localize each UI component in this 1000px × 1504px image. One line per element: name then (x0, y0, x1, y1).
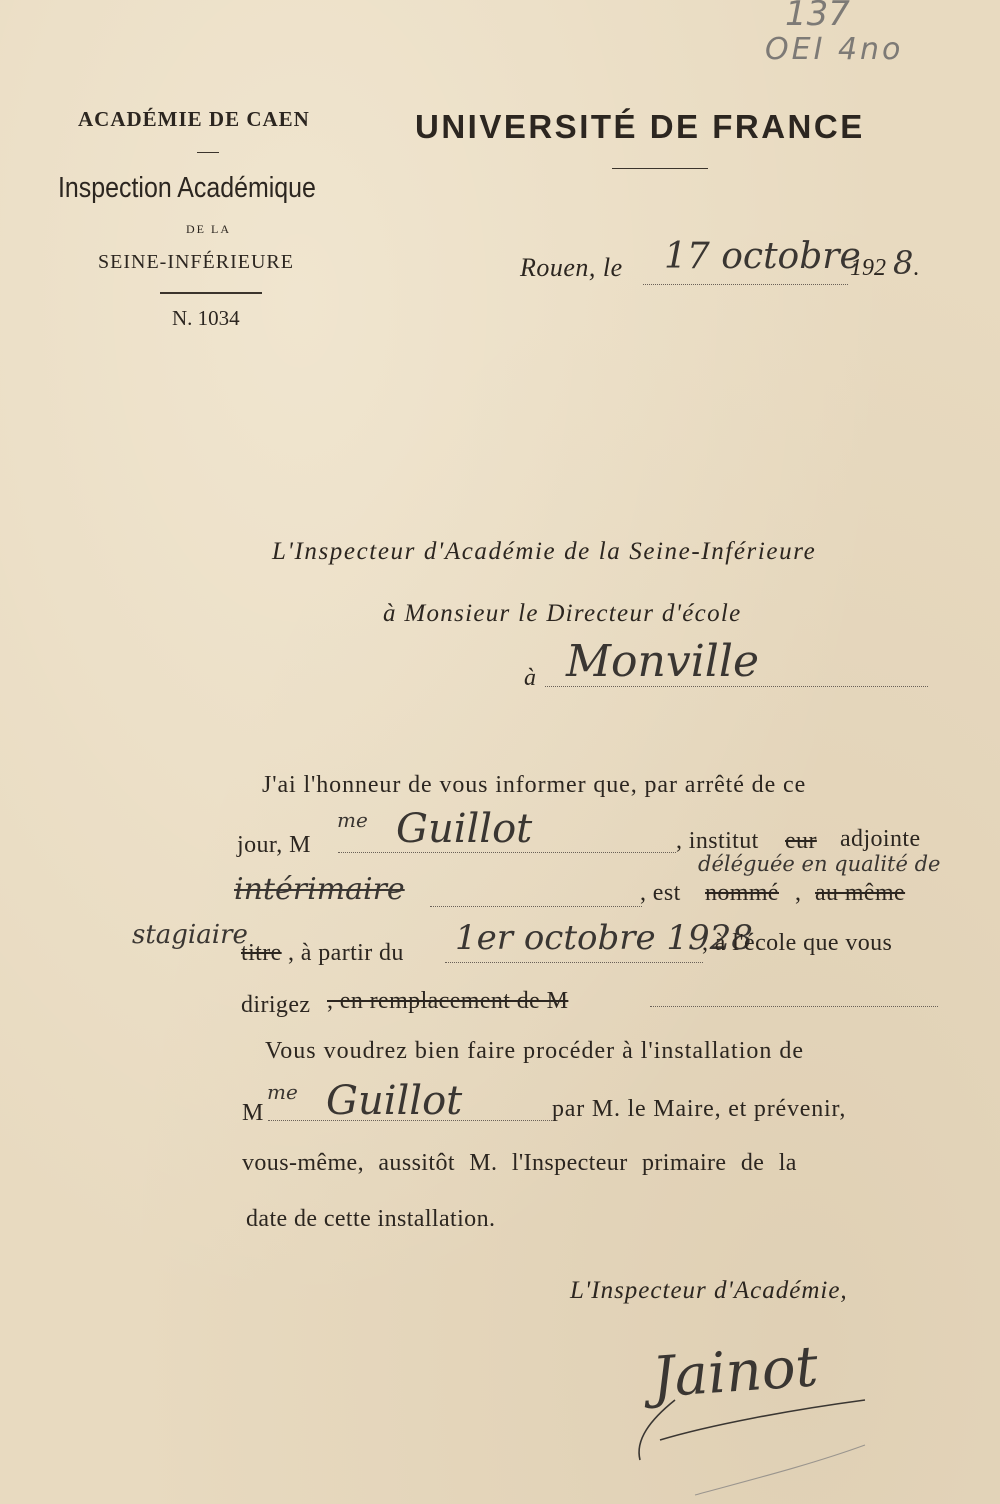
body-institut: , institut (676, 828, 759, 854)
header-inspection: Inspection Académique (58, 172, 316, 204)
date-year-handwritten: 8 (893, 244, 914, 282)
town-prefix: à (524, 665, 536, 691)
body-jour: jour, M (237, 832, 311, 858)
pencil-annotation-number: 137 (785, 0, 850, 34)
interimaire-dotted-line (430, 906, 642, 907)
header-numero: N. 1034 (172, 306, 240, 330)
body-interimaire-handwritten: intérimaire (234, 872, 405, 907)
body-start-date-handwritten: 1er octobre 1928 (455, 918, 753, 958)
remplacement-dotted-line (650, 1006, 938, 1007)
body-nomme-struck: nommé (705, 880, 779, 906)
body-ecole: , à l'école que vous (702, 930, 893, 956)
date-handwritten: 17 octobre (664, 236, 861, 277)
header-rule (160, 292, 262, 294)
body-name-1: Guillot (396, 806, 533, 852)
body-est: , est (640, 880, 681, 906)
body-par-maire: par M. le Maire, et prévenir, (552, 1096, 847, 1122)
date-dotted-line (643, 284, 848, 285)
universite-rule (612, 168, 708, 169)
date-year-printed: 192 (850, 255, 886, 281)
body-au-meme-struck: au même (815, 880, 906, 906)
date-period: . (913, 255, 919, 281)
header-universite: UNIVERSITÉ DE FRANCE (415, 108, 865, 145)
header-departement: SEINE-INFÉRIEURE (98, 251, 294, 273)
header-de-la: DE LA (186, 222, 231, 236)
body-p2-line-1: Vous voudrez bien faire procéder à l'installation de (265, 1038, 805, 1064)
body-name-2: Guillot (326, 1078, 463, 1124)
body-remplacement-struck: , en remplacement de M (327, 988, 569, 1014)
body-sup-me-1: me (337, 808, 368, 832)
body-titre-struck: titre (241, 940, 282, 966)
body-p2-m: M (242, 1100, 264, 1126)
body-p2-line-4: date de cette installation. (246, 1206, 496, 1232)
body-comma: , (795, 880, 802, 906)
body-p2-line-3: vous-même, aussitôt M. l'Inspecteur primaire de la (242, 1150, 797, 1176)
header-dash (197, 152, 219, 153)
body-adjointe: adjointe (840, 826, 921, 852)
recipient-line: à Monsieur le Directeur d'école (383, 600, 742, 627)
start-date-dotted-line (445, 962, 703, 963)
pencil-annotation-code: OEI 4no (765, 32, 904, 67)
body-stagiaire-handwritten: stagiaire (132, 920, 248, 950)
sender-line: L'Inspecteur d'Académie de la Seine-Inférieure (272, 538, 817, 565)
body-eur-struck: eur (785, 828, 817, 854)
body-dirigez: dirigez (241, 992, 311, 1018)
town-handwritten: Monville (566, 636, 759, 687)
name1-dotted-line (338, 852, 676, 853)
body-sup-me-2: me (267, 1080, 298, 1104)
body-line-1: J'ai l'honneur de vous informer que, par arrêté de ce (262, 772, 807, 798)
signature-pencil-flourish (690, 1440, 870, 1500)
signature-title: L'Inspecteur d'Académie, (570, 1277, 848, 1304)
header-academie: ACADÉMIE DE CAEN (78, 107, 310, 131)
body-delegue-handwritten: déléguée en qualité de (698, 852, 941, 876)
signature-handwritten: Jainot (649, 1334, 821, 1411)
body-a-partir: , à partir du (288, 940, 404, 966)
date-place: Rouen, le (520, 253, 623, 282)
